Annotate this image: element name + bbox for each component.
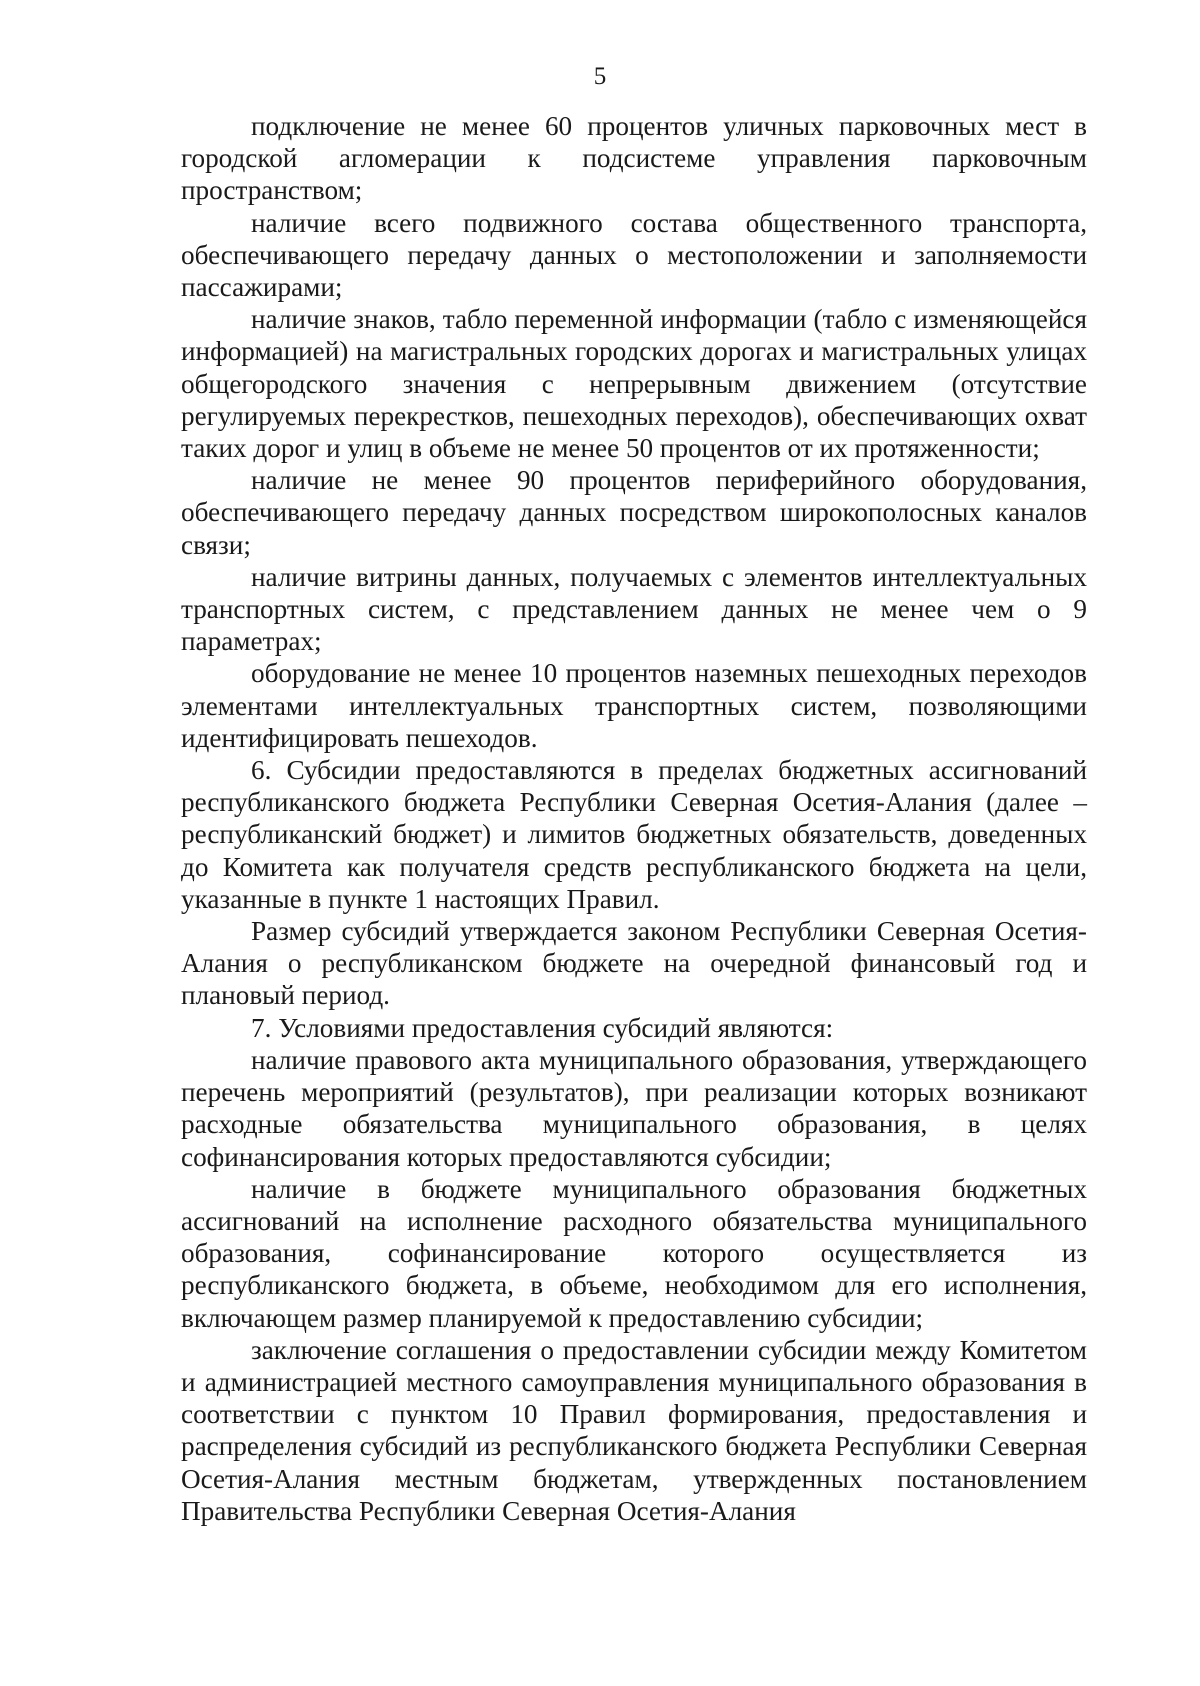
paragraph-item-6: 6. Субсидии предоставляются в пределах бюджетных ассигнований республиканского бюджета Республики Северная Осетия-Алания (далее – республиканский бюджет) и лимитов бюджетных обязательств, доведенных до Комитета как получателя средств республиканского бюджета на цели, указанные в пункте 1 настоящих Правил. bbox=[181, 755, 1087, 914]
paragraph-variable-info-signs: наличие знаков, табло переменной информации (табло с изменяющейся информацией) на магистральных городских дорогах и магистральных улицах общегородского значения с непрерывным движением (отсутствие регулируемых перекрестков, пешеходных переходов), обеспечивающих охват таких дорог и улиц в объеме не менее 50 процентов от их протяженности; bbox=[181, 304, 1087, 464]
paragraph-public-transport: наличие всего подвижного состава общественного транспорта, обеспечивающего передачу данных о местоположении и заполняемости пассажирами; bbox=[181, 207, 1087, 303]
paragraph-pedestrian-crossings: оборудование не менее 10 процентов наземных пешеходных переходов элементами интеллектуальных транспортных систем, позволяющими идентифицировать пешеходов. bbox=[181, 658, 1087, 753]
page-number: 5 bbox=[593, 63, 607, 90]
paragraph-data-showcase: наличие витрины данных, получаемых с элементов интеллектуальных транспортных систем, с представлением данных не менее чем о 9 параметрах; bbox=[181, 561, 1087, 657]
document-body bbox=[181, 110, 1087, 1527]
paragraph-item-7: 7. Условиями предоставления субсидий являются: bbox=[251, 1012, 834, 1043]
paragraph-peripheral-equipment: наличие не менее 90 процентов периферийного оборудования, обеспечивающего передачу данных посредством широкополосных каналов связи; bbox=[181, 465, 1087, 560]
paragraph-legal-act: наличие правового акта муниципального образования, утверждающего перечень мероприятий (результатов), при реализации которых возникают расходные обязательства муниципального образования, в целях софинансирования которых предоставляются субсидии; bbox=[181, 1044, 1087, 1172]
paragraph-subsidy-amount: Размер субсидий утверждается законом Республики Северная Осетия-Алания о республиканском бюджете на очередной финансовый год и плановый период. bbox=[181, 916, 1087, 1011]
paragraph-budget-allocations: наличие в бюджете муниципального образования бюджетных ассигнований на исполнение расходного обязательства муниципального образования, софинансирование которого осуществляется из республиканского бюджета, в объеме, необходимом для его исполнения, включающем размер планируемой к предоставлению субсидии; bbox=[181, 1173, 1087, 1333]
paragraph-parking-subsystem: подключение не менее 60 процентов уличных парковочных мест в городской агломерации к подсистеме управления парковочным пространством; bbox=[181, 111, 1087, 206]
paragraph-agreement: заключение соглашения о предоставлении субсидии между Комитетом и администрацией местного самоуправления муниципального образования в соответствии с пунктом 10 Правил формирования, предоставления и распределения субсидий из республиканского бюджета Республики Северная Осетия-Алания местным бюджетам, утвержденных постановлением Правительства Республики Северная Осетия-Алания bbox=[181, 1334, 1087, 1526]
